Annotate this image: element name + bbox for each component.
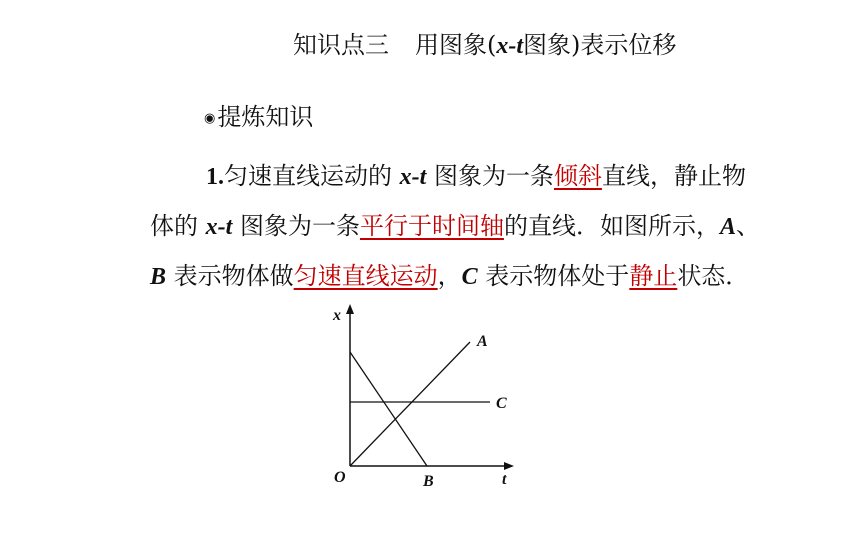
line3-var-c: C xyxy=(461,264,478,290)
line2-var: x-t xyxy=(205,214,233,240)
line-b xyxy=(350,352,427,466)
answer-blank-uniform-motion: 匀速直线运动 xyxy=(293,262,438,290)
line3-text-c: 表示物体处于 xyxy=(477,262,630,290)
line1-text-a: 匀速直线运动的 xyxy=(224,162,400,190)
subheading xyxy=(204,100,313,136)
line2-var-a: A xyxy=(719,214,736,240)
bullet-marker-icon: ◉ xyxy=(204,110,216,126)
section-title-main-a: 用图象( xyxy=(415,31,497,59)
t-axis-label: t xyxy=(502,471,507,488)
line-b-label: B xyxy=(423,473,434,490)
section-title-main-b: 图象)表示位移 xyxy=(523,31,677,59)
line2-text-b: 图象为一条 xyxy=(232,212,360,240)
subheading-text: 提炼知识 xyxy=(217,103,314,131)
section-title-var: x-t xyxy=(496,33,524,59)
line2-text-c: 的直线．如图所示， xyxy=(503,212,720,240)
t-axis-arrow-icon xyxy=(504,462,514,470)
line3-text-a: 表示物体做 xyxy=(166,262,294,290)
item-number: 1. xyxy=(206,164,224,190)
x-axis-arrow-icon xyxy=(346,304,354,314)
paragraph-line-3 xyxy=(150,259,749,294)
line-a-label: A xyxy=(477,333,488,350)
line3-text-b: ， xyxy=(437,262,462,290)
line2-text-a: 体的 xyxy=(150,212,206,240)
line2-text-d: 、 xyxy=(735,212,760,240)
paragraph-line-2 xyxy=(150,209,760,244)
line3-var-b: B xyxy=(150,264,167,290)
section-title xyxy=(293,28,676,63)
line-c-label: C xyxy=(496,395,507,412)
origin-label: O xyxy=(334,469,346,486)
line1-text-c: 直线，静止物 xyxy=(601,162,746,190)
answer-blank-rest: 静止 xyxy=(629,262,678,290)
line3-text-d: 状态． xyxy=(677,262,750,290)
line1-var: x-t xyxy=(399,164,427,190)
section-title-prefix: 知识点三 xyxy=(293,31,389,59)
answer-blank-parallel: 平行于时间轴 xyxy=(359,212,504,240)
xt-graph xyxy=(320,298,525,493)
x-axis-label: x xyxy=(333,307,341,324)
line-a xyxy=(350,342,470,466)
answer-blank-inclined: 倾斜 xyxy=(553,162,602,190)
line1-text-b: 图象为一条 xyxy=(426,162,554,190)
paragraph-line-1 xyxy=(206,159,746,194)
